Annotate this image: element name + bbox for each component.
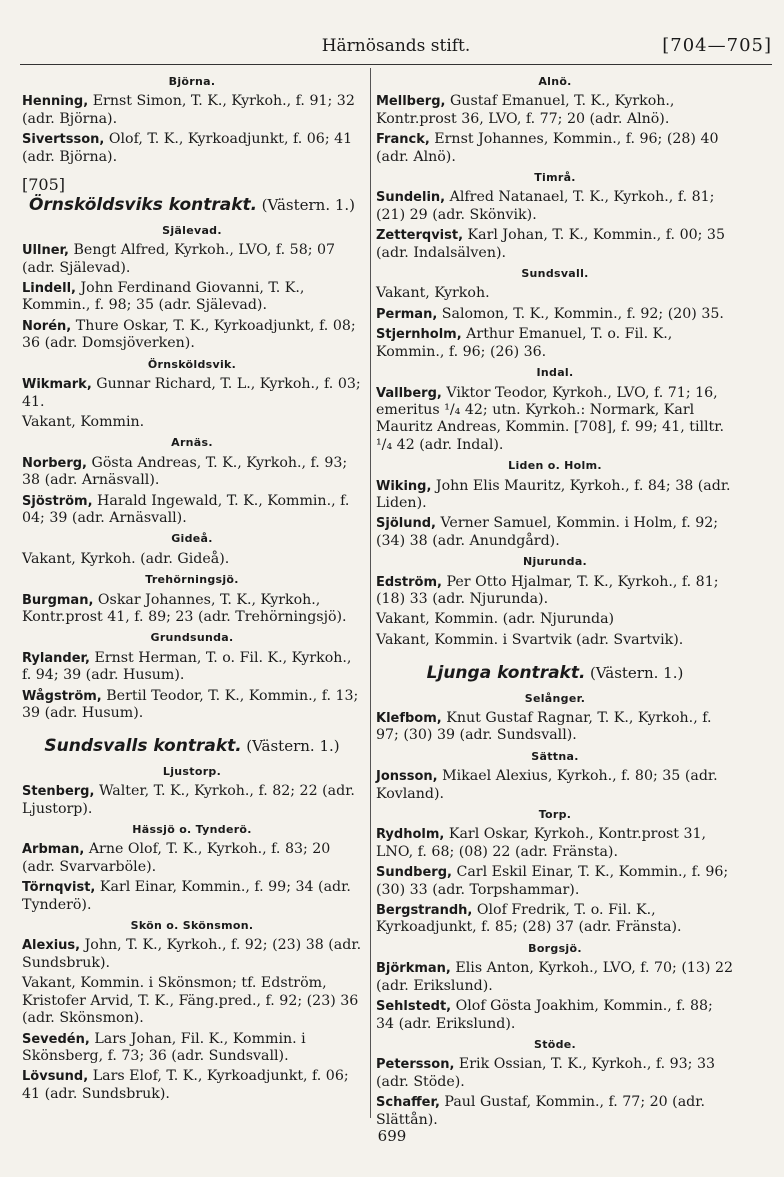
person-name: Lindell, bbox=[22, 281, 76, 297]
person-name: Rydholm, bbox=[376, 827, 445, 843]
entry-text: Arthur Emanuel, T. o. Fil. K., Kommin., f. 96; (26) 36. bbox=[376, 326, 673, 360]
clergy-entry bbox=[22, 783, 362, 818]
parish-heading: Liden o. Holm. bbox=[508, 459, 602, 473]
clergy-entry bbox=[22, 318, 362, 353]
person-name: Zetterqvist, bbox=[376, 228, 464, 244]
person-name: Franck, bbox=[376, 132, 430, 148]
right-column bbox=[376, 70, 734, 1132]
entry-text: Walter, T. K., Kyrkoh., f. 82; 22 (adr. Ljustorp). bbox=[22, 783, 355, 817]
entry-text: Olof Fredrik, T. o. Fil. K., Kyrkoadjunkt, f. 85; (28) 37 (adr. Fränsta). bbox=[376, 902, 682, 936]
entry-text: Paul Gustaf, Kommin., f. 77; 20 (adr. Slättån). bbox=[376, 1094, 705, 1128]
contract-heading bbox=[376, 665, 734, 683]
contract-heading bbox=[22, 197, 362, 215]
clergy-entry bbox=[22, 688, 362, 723]
clergy-entry bbox=[22, 455, 362, 490]
person-name: Sevedén, bbox=[22, 1031, 90, 1047]
clergy-entry bbox=[22, 376, 362, 411]
person-name: Alexius, bbox=[22, 938, 81, 954]
clergy-entry bbox=[376, 998, 734, 1033]
entry-text: Knut Gustaf Ragnar, T. K., Kyrkoh., f. 97; (30) 39 (adr. Sundsvall). bbox=[376, 710, 712, 744]
clergy-entry bbox=[376, 1056, 734, 1091]
entry-text: Thure Oskar, T. K., Kyrkoadjunkt, f. 08; 36 (adr. Domsjöverken). bbox=[22, 317, 356, 352]
person-name: Mellberg, bbox=[376, 94, 446, 110]
person-name: Wiking, bbox=[376, 478, 432, 494]
clergy-entry bbox=[376, 768, 734, 803]
clergy-entry bbox=[22, 650, 362, 685]
entry-text: Gustaf Emanuel, T. K., Kyrkoh., Kontr.prost 36, LVO, f. 77; 20 (adr. Alnö). bbox=[376, 93, 675, 127]
left-column bbox=[22, 70, 362, 1106]
entry-text: Karl Einar, Kommin., f. 99; 34 (adr. Tynderö). bbox=[22, 879, 351, 913]
person-name: Sundelin, bbox=[376, 190, 446, 206]
clergy-entry bbox=[376, 189, 734, 224]
parish-heading: Grundsunda. bbox=[150, 631, 234, 645]
person-name: Henning, bbox=[22, 94, 89, 110]
parish-heading: Torp. bbox=[538, 808, 572, 822]
person-name: Klefbom, bbox=[376, 711, 442, 726]
person-name: Edström, bbox=[376, 574, 442, 590]
vacancy-entry: Vakant, Kyrkoh. bbox=[376, 285, 490, 302]
clergy-entry bbox=[376, 227, 734, 262]
person-name: Sjölund, bbox=[376, 516, 436, 532]
page-title: Härnösands stift. bbox=[321, 36, 471, 56]
entry-text: Karl Johan, T. K., Kommin., f. 00; 35 (adr. Indalsälven). bbox=[376, 227, 725, 261]
clergy-entry bbox=[22, 937, 362, 972]
entry-text: Erik Ossian, T. K., Kyrkoh., f. 93; 33 (adr. Stöde). bbox=[376, 1056, 716, 1090]
entry-text: John Elis Mauritz, Kyrkoh., f. 84; 38 (adr. Liden). bbox=[376, 477, 731, 511]
parish-heading: Själevad. bbox=[162, 223, 222, 237]
person-name: Wågström, bbox=[22, 688, 102, 704]
clergy-entry bbox=[22, 242, 362, 277]
person-name: Vallberg, bbox=[376, 385, 442, 401]
parish-heading: Arnäs. bbox=[171, 436, 213, 450]
entry-text: Olof Gösta Joakhim, Kommin., f. 88; 34 (adr. Erikslund). bbox=[376, 998, 713, 1032]
contract-title: Sundsvalls kontrakt. bbox=[44, 736, 242, 757]
person-name: Norén, bbox=[22, 318, 72, 334]
person-name: Perman, bbox=[376, 306, 438, 322]
entry-text: Karl Oskar, Kyrkoh., Kontr.prost 31, LNO, f. 68; (08) 22 (adr. Fränsta). bbox=[376, 826, 707, 860]
person-name: Rylander, bbox=[22, 650, 90, 666]
person-name: Schaffer, bbox=[376, 1095, 440, 1111]
page-number: 699 bbox=[377, 1127, 407, 1145]
parish-heading: Sundsvall. bbox=[521, 267, 589, 281]
contract-region: (Västern. 1.) bbox=[246, 737, 340, 756]
entry-text: Elis Anton, Kyrkoh., LVO, f. 70; (13) 22 (adr. Erikslund). bbox=[376, 960, 734, 994]
entry-text: Lars Johan, Fil. K., Kommin. i Skönsberg, f. 73; 36 (adr. Sundsvall). bbox=[22, 1030, 306, 1064]
clergy-entry bbox=[22, 1068, 362, 1103]
parish-heading: Alnö. bbox=[538, 75, 572, 88]
clergy-entry bbox=[22, 1031, 362, 1066]
contract-title: Ljunga kontrakt. bbox=[426, 663, 586, 684]
parish-heading: Hässjö o. Tynderö. bbox=[132, 823, 252, 837]
parish-heading: Indal. bbox=[536, 366, 574, 380]
entry-text: Bengt Alfred, Kyrkoh., LVO, f. 58; 07 (adr. Själevad). bbox=[22, 242, 336, 276]
person-name: Sivertsson, bbox=[22, 132, 105, 148]
page-reference: [705] bbox=[22, 175, 66, 195]
clergy-entry bbox=[376, 326, 734, 361]
entry-text: Oskar Johannes, T. K., Kyrkoh., Kontr.prost 41, f. 89; 23 (adr. Trehörningsjö). bbox=[22, 591, 347, 625]
entry-text: Gunnar Richard, T. L., Kyrkoh., f. 03; 41. bbox=[22, 376, 361, 410]
clergy-entry bbox=[22, 841, 362, 876]
clergy-entry bbox=[376, 864, 734, 899]
clergy-entry bbox=[376, 93, 734, 128]
person-name: Norberg, bbox=[22, 455, 87, 471]
clergy-entry bbox=[376, 574, 734, 609]
clergy-entry bbox=[22, 93, 362, 128]
entry-text: Ernst Johannes, Kommin., f. 96; (28) 40 (adr. Alnö). bbox=[376, 131, 719, 165]
entry-text: Arne Olof, T. K., Kyrkoh., f. 83; 20 (adr. Svarvarböle). bbox=[22, 841, 331, 875]
person-name: Wikmark, bbox=[22, 377, 92, 393]
person-name: Arbman, bbox=[22, 842, 85, 858]
entry-text: Ernst Herman, T. o. Fil. K., Kyrkoh., f. 94; 39 (adr. Husum). bbox=[22, 649, 352, 684]
entry-text: Harald Ingewald, T. K., Kommin., f. 04; 39 (adr. Arnäsvall). bbox=[22, 492, 350, 526]
person-name: Ullner, bbox=[22, 243, 69, 259]
page-range: [704—705] bbox=[662, 35, 772, 56]
clergy-entry bbox=[22, 879, 362, 914]
parish-heading: Björna. bbox=[168, 75, 216, 88]
entry-text: Mikael Alexius, Kyrkoh., f. 80; 35 (adr. Kovland). bbox=[376, 768, 718, 802]
parish-heading: Njurunda. bbox=[522, 555, 588, 569]
parish-heading: Selånger. bbox=[524, 691, 586, 705]
clergy-entry bbox=[22, 493, 362, 528]
parish-heading: Skön o. Skönsmon. bbox=[130, 919, 254, 933]
parish-heading: Trehörningsjö. bbox=[145, 573, 239, 587]
column-divider bbox=[370, 68, 371, 1118]
clergy-entry bbox=[376, 960, 734, 995]
person-name: Björkman, bbox=[376, 961, 451, 977]
entry-text: Bertil Teodor, T. K., Kommin., f. 13; 39 (adr. Husum). bbox=[22, 687, 359, 721]
parish-heading: Ljustorp. bbox=[162, 764, 222, 778]
clergy-entry bbox=[22, 131, 362, 166]
clergy-entry bbox=[22, 592, 362, 627]
person-name: Sjöström, bbox=[22, 493, 93, 509]
parish-heading: Sättna. bbox=[531, 749, 579, 763]
clergy-entry bbox=[376, 131, 734, 166]
clergy-entry bbox=[376, 478, 734, 513]
parish-heading: Stöde. bbox=[533, 1037, 577, 1051]
contract-title: Örnsköldsviks kontrakt. bbox=[28, 195, 258, 216]
entry-text: Olof, T. K., Kyrkoadjunkt, f. 06; 41 (adr. Björna). bbox=[22, 131, 353, 165]
clergy-entry bbox=[376, 710, 734, 745]
clergy-entry bbox=[376, 902, 734, 937]
vacancy-entry: Vakant, Kommin. i Skönsmon; tf. Edström, Kristofer Arvid, T. K., Fäng.pred., f. 92; (23) 36 (adr. Skönsmon). bbox=[22, 975, 359, 1027]
clergy-entry bbox=[376, 826, 734, 861]
parish-heading: Gideå. bbox=[171, 532, 213, 546]
entry-text: John, T. K., Kyrkoh., f. 92; (23) 38 (adr. Sundsbruk). bbox=[22, 937, 362, 971]
parish-heading: Örnsköldsvik. bbox=[147, 357, 237, 371]
entry-text: Gösta Andreas, T. K., Kyrkoh., f. 93; 38 (adr. Arnäsvall). bbox=[22, 454, 348, 489]
clergy-entry bbox=[22, 280, 362, 315]
entry-text: Carl Eskil Einar, T. K., Kommin., f. 96; (30) 33 (adr. Torpshammar). bbox=[376, 864, 729, 898]
person-name: Petersson, bbox=[376, 1057, 455, 1073]
parish-heading: Borgsjö. bbox=[528, 941, 582, 955]
entry-text: Viktor Teodor, Kyrkoh., LVO, f. 71; 16, emeritus ¹/₄ 42; utn. Kyrkoh.: Normark, Karl Mauritz Andreas, Kommin. [708], f. 99; 41, tilltr. ¹/₄ 42 (adr. Indal). bbox=[376, 384, 724, 453]
person-name: Bergstrandh, bbox=[376, 903, 473, 919]
vacancy-entry: Vakant, Kommin. (adr. Njurunda) bbox=[376, 611, 615, 628]
header-rule bbox=[20, 64, 772, 65]
entry-text: Verner Samuel, Kommin. i Holm, f. 92; (34) 38 (adr. Anundgård). bbox=[376, 515, 719, 549]
contract-region: (Västern. 1.) bbox=[261, 196, 356, 215]
contract-region: (Västern. 1.) bbox=[589, 664, 684, 683]
person-name: Stjernholm, bbox=[376, 327, 462, 343]
person-name: Sehlstedt, bbox=[376, 999, 452, 1015]
parish-heading: Timrå. bbox=[534, 171, 576, 185]
person-name: Sundberg, bbox=[376, 865, 452, 881]
person-name: Burgman, bbox=[22, 592, 94, 608]
vacancy-entry: Vakant, Kyrkoh. (adr. Gideå). bbox=[22, 550, 230, 567]
entry-text: Per Otto Hjalmar, T. K., Kyrkoh., f. 81; (18) 33 (adr. Njurunda). bbox=[376, 573, 719, 607]
person-name: Törnqvist, bbox=[22, 880, 96, 896]
vacancy-entry: Vakant, Kommin. bbox=[22, 413, 145, 430]
person-name: Stenberg, bbox=[22, 784, 95, 800]
clergy-entry bbox=[376, 385, 734, 455]
clergy-entry bbox=[376, 515, 734, 550]
contract-heading bbox=[22, 738, 362, 756]
clergy-entry bbox=[376, 1094, 734, 1129]
entry-text: John Ferdinand Giovanni, T. K., Kommin., f. 98; 35 (adr. Själevad). bbox=[22, 280, 305, 314]
person-name: Lövsund, bbox=[22, 1069, 89, 1085]
clergy-entry bbox=[376, 306, 734, 323]
vacancy-entry: Vakant, Kommin. i Svartvik (adr. Svartvik). bbox=[376, 631, 684, 648]
page-header bbox=[20, 36, 772, 66]
entry-text: Salomon, T. K., Kommin., f. 92; (20) 35. bbox=[441, 305, 724, 322]
person-name: Jonsson, bbox=[376, 769, 438, 785]
entry-text: Lars Elof, T. K., Kyrkoadjunkt, f. 06; 41 (adr. Sundsbruk). bbox=[22, 1068, 349, 1102]
entry-text: Alfred Natanael, T. K., Kyrkoh., f. 81; (21) 29 (adr. Skönvik). bbox=[376, 189, 715, 223]
entry-text: Ernst Simon, T. K., Kyrkoh., f. 91; 32 (adr. Björna). bbox=[22, 93, 355, 127]
